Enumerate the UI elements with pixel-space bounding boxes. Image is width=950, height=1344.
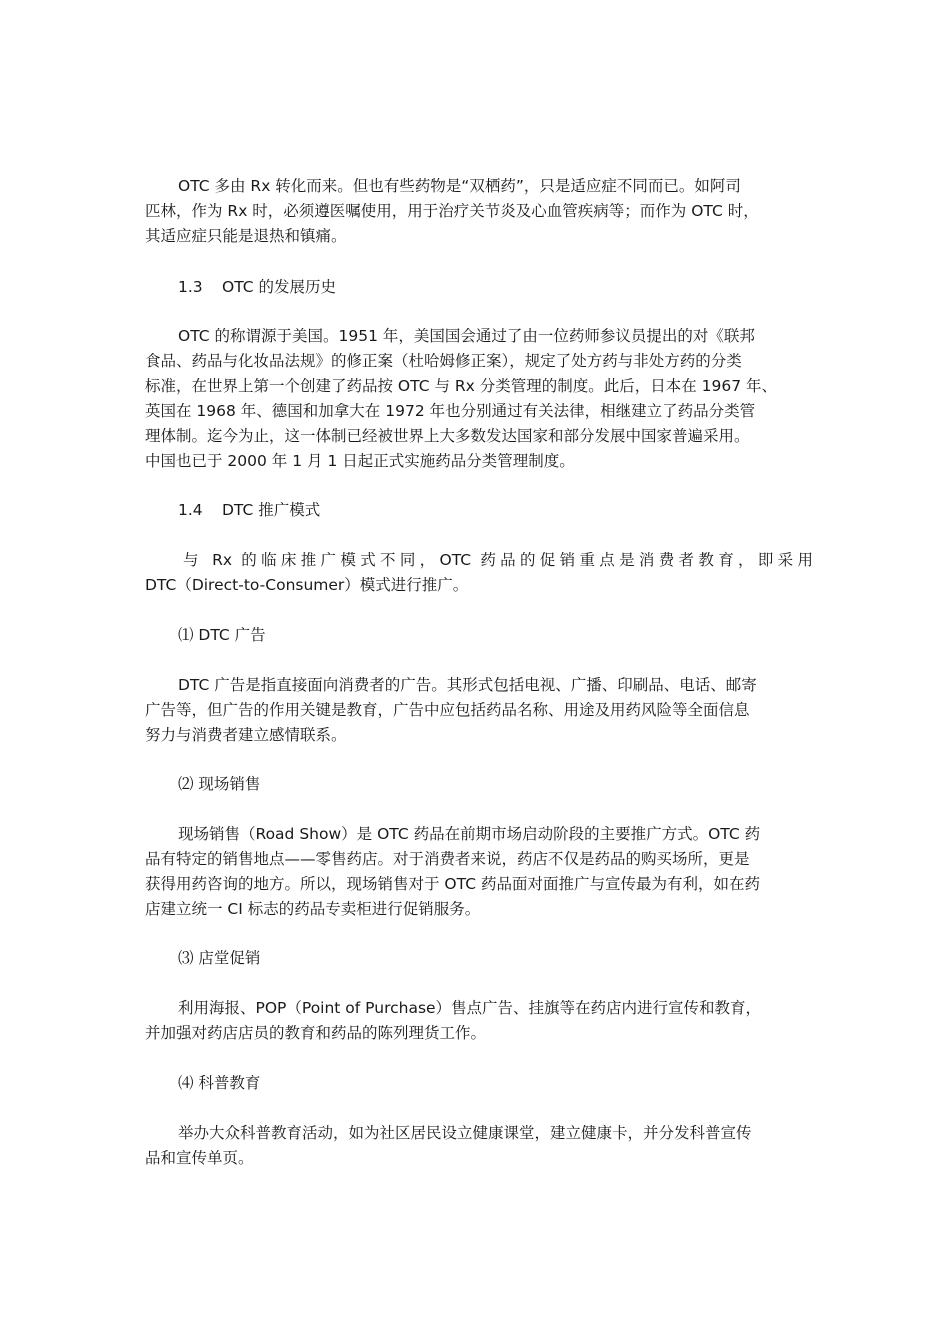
text-line: 食品、药品与化妆品法规》的修正案（杜哈姆修正案），规定了处方药与非处方药的分类 <box>145 352 742 370</box>
text-line: 广告等，但广告的作用关键是教育，广告中应包括药品名称、用途及用药风险等全面信息 <box>145 701 750 719</box>
text-line: 举办大众科普教育活动，如为社区居民设立健康课堂，建立健康卡，并分发科普宣传 <box>178 1124 752 1142</box>
text-line: DTC 广告是指直接面向消费者的广告。其形式包括电视、广播、印刷品、电话、邮寄 <box>178 676 757 694</box>
text-line: 与 Rx 的临床推广模式不同，OTC 药品的促销重点是消费者教育，即采用 <box>183 551 813 569</box>
text-line: 利用海报、POP（Point of Purchase）售点广告、挂旗等在药店内进行宣传和教育， <box>178 999 762 1017</box>
text-line: OTC 多由 Rx 转化而来。但也有些药物是“双栖药”，只是适应症不同而已。如阿司 <box>178 177 741 195</box>
paragraph-store-promo <box>145 996 813 1046</box>
section-heading-1-4 <box>178 498 320 523</box>
text-line: OTC 的称谓源于美国。1951 年，美国国会通过了由一位药师参议员提出的对《联邦 <box>178 327 755 345</box>
text-line: 理体制。迄今为止，这一体制已经被世界上大多数发达国家和部分发展中国家普遍采用。 <box>145 427 750 445</box>
text-line: 其适应症只能是退热和镇痛。 <box>145 227 347 245</box>
text-line: 英国在 1968 年、德国和加拿大在 1972 年也分别通过有关法律，相继建立了药品分类管 <box>145 402 756 420</box>
text-line: 获得用药咨询的地方。所以，现场销售对于 OTC 药品面对面推广与宣传最为有利，如在药 <box>145 875 760 893</box>
subheading-science-education: ⑷ 科普教育 <box>178 1074 261 1092</box>
text-line: 店建立统一 CI 标志的药品专卖柜进行促销服务。 <box>145 900 481 918</box>
subheading-road-show: ⑵ 现场销售 <box>178 775 261 793</box>
paragraph-science-education <box>145 1121 813 1171</box>
paragraph-dtc-ads <box>145 673 813 748</box>
text-line: 品有特定的销售地点——零售药店。对于消费者来说，药店不仅是药品的购买场所，更是 <box>145 850 750 868</box>
section-number: 1.3 <box>178 278 203 296</box>
section-number: 1.4 <box>178 501 203 519</box>
text-line: 标准，在世界上第一个创建了药品按 OTC 与 Rx 分类管理的制度。此后，日本在 1967 年、 <box>145 377 778 395</box>
paragraph-otc-history <box>145 324 813 474</box>
paragraph-otc-from-rx <box>145 174 813 249</box>
subheading-dtc-ads: ⑴ DTC 广告 <box>178 626 266 644</box>
paragraph-road-show <box>145 822 813 922</box>
text-line: 品和宣传单页。 <box>145 1149 254 1167</box>
text-line: 并加强对药店店员的教育和药品的陈列理货工作。 <box>145 1024 487 1042</box>
text-line: 现场销售（Road Show）是 OTC 药品在前期市场启动阶段的主要推广方式。OTC 药 <box>178 825 761 843</box>
section-heading-1-3 <box>178 275 336 300</box>
paragraph-dtc-intro <box>145 548 813 598</box>
subheading-store-promo: ⑶ 店堂促销 <box>178 949 261 967</box>
text-line: DTC（Direct-to-Consumer）模式进行推广。 <box>145 576 469 594</box>
text-line: 努力与消费者建立感情联系。 <box>145 726 347 744</box>
text-line: 匹林，作为 Rx 时，必须遵医嘱使用，用于治疗关节炎及心血管疾病等；而作为 OTC 时， <box>145 202 759 220</box>
section-title: OTC 的发展历史 <box>222 278 337 296</box>
text-line: 中国也已于 2000 年 1 月 1 日起正式实施药品分类管理制度。 <box>145 452 575 470</box>
section-title: DTC 推广模式 <box>222 501 321 519</box>
